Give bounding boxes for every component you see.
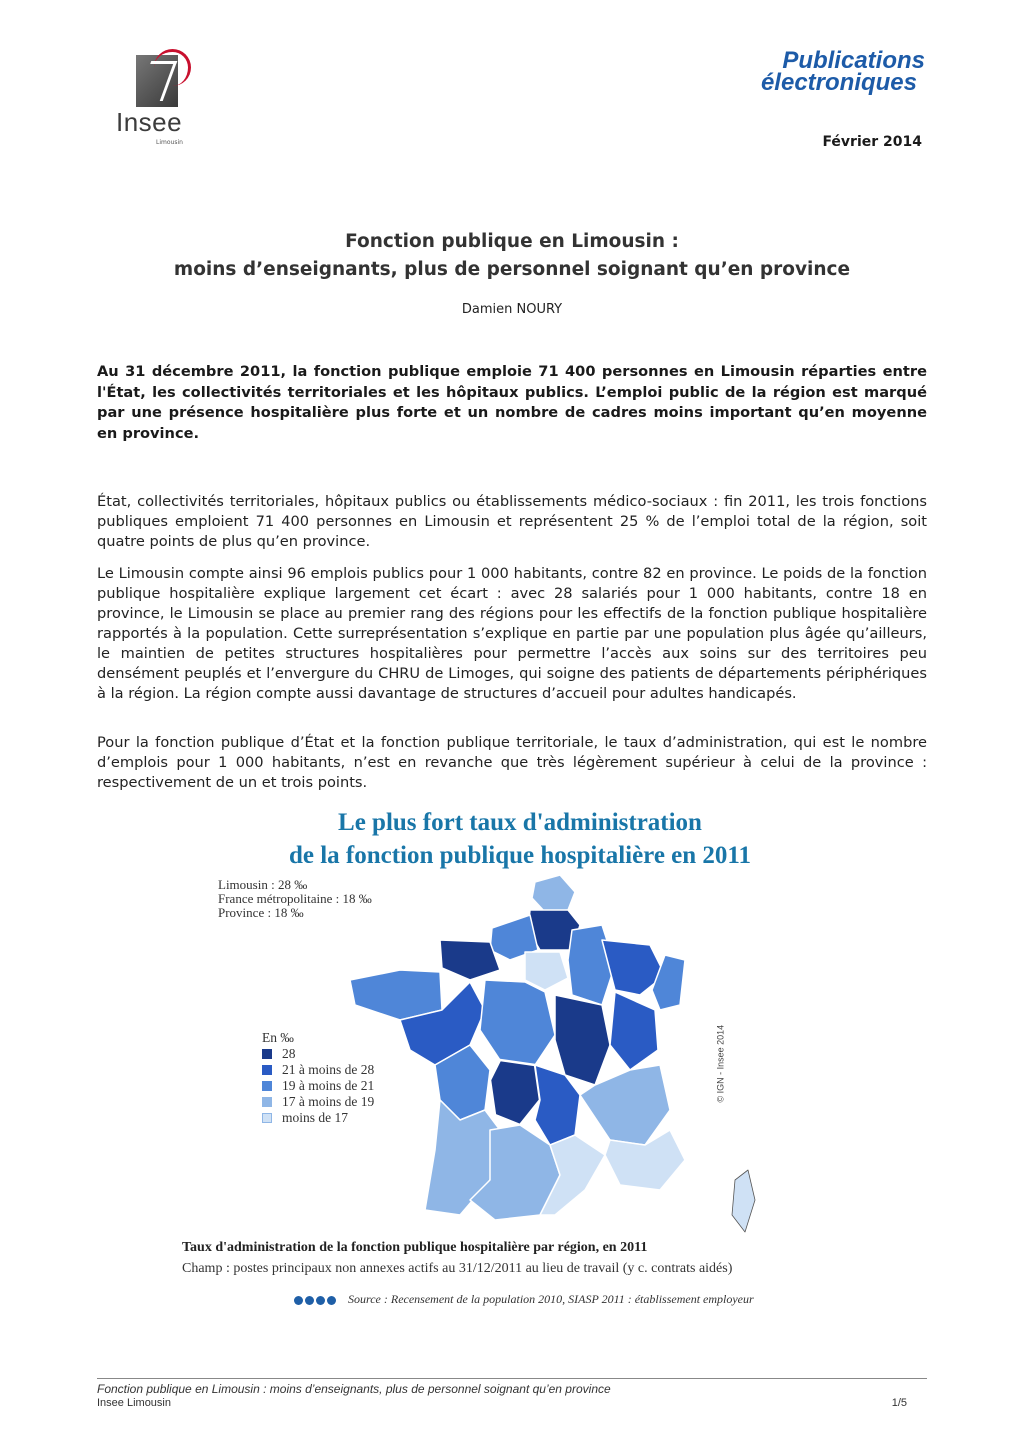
figure-title-line-2: de la fonction publique hospitalière en 2011 [288,842,752,869]
abstract: Au 31 décembre 2011, la fonction publique emploie 71 400 personnes en Limousin réparties entre l'État, les collectivités territoriales et les hôpitaux publics. L’emploi public de la région est marqué par une présence hospitalière plus forte et un nombre de cadres moins important qu’en moyenne en province. [97,363,927,442]
pub-logo-line2: électroniques [760,69,917,96]
region-bourgogne [555,995,610,1085]
legend-swatch [262,1113,272,1123]
insee-logo [110,55,200,150]
page-number: 1/5 [891,1397,907,1409]
stat-province: Province : 18 ‰ [218,905,304,920]
publication-date: Février 2014 [822,134,922,150]
paragraph-3: Pour la fonction publique d’État et la fonction publique territoriale, le taux d’administration, qui est le nombre d’emplois pour 1 000 habitants, n’est en revanche que très légèrement supérieur à celui de la province : respectivement de un et trois points. [97,734,927,791]
stat-limousin: Limousin : 28 ‰ [218,877,308,892]
legend-item: 19 à moins de 21 [262,1078,374,1094]
footer-organization: Insee Limousin [97,1397,171,1409]
legend-swatch [262,1081,272,1091]
legend-title: En ‰ [262,1030,294,1045]
legend-swatch [262,1049,272,1059]
insee-logo-subtext: Limousin [156,139,183,146]
region-corse [732,1170,755,1232]
title-line-1: Fonction publique en Limousin : [345,231,679,252]
insee-logo-mark [136,55,178,107]
stat-france: France métropolitaine : 18 ‰ [218,891,372,906]
region-franche-comte [610,992,658,1070]
region-limousin [490,1060,540,1125]
footer-title: Fonction publique en Limousin : moins d’enseignants, plus de personnel soignant qu’en province [97,1382,611,1396]
paragraph-2: Le Limousin compte ainsi 96 emplois publics pour 1 000 habitants, contre 82 en province. Le poids de la fonction publique hospitalière explique largement cet écart : avec 28 salariés pour 1 000 habitants, contre 18 en province, le Limousin se place au premier rang des régions pour les effectifs de la fonction publique hospitalière rapportés à la population. Cette surreprésentation s’explique en partie par une population plus âgée qu’ailleurs, le maintien de petites structures hospitalières pour permettre l’accès aux soins sur des territoires peu densément peuplés et l’envergure du CHRU de Limoges, qui soigne des patients de départements périphériques à la région. La région compte aussi davantage de structures d’accueil pour adultes handicapés. [97,565,927,702]
document-title [100,228,924,284]
legend-item: moins de 17 [262,1110,374,1126]
author: Damien NOURY [461,302,563,317]
figure-champ: Champ : postes principaux non annexes actifs au 31/12/2011 au lieu de travail (y c. contrats aidés) [182,1261,733,1276]
insee-logo-text: Insee [116,107,183,137]
region-bretagne [350,970,442,1020]
france-regions-map [340,870,765,1240]
publications-electroniques-logo [650,47,925,105]
region-ile-de-france [525,952,568,990]
figure-caption: Taux d'administration de la fonction publique hospitalière par région, en 2011 [182,1240,648,1255]
source-bullet-icon [294,1296,342,1306]
region-centre [480,980,555,1065]
legend-swatch [262,1065,272,1075]
footer-divider [97,1378,927,1379]
paragraph-1: État, collectivités territoriales, hôpitaux publics ou établissements médico-sociaux : fin 2011, les trois fonctions publiques emploient 71 400 personnes en Limousin et représentent 25 % de l’emploi total de la région, soit quatre points de plus qu’en province. [97,493,927,550]
legend-item: 21 à moins de 28 [262,1062,374,1078]
figure-title-line-1: Le plus fort taux d'administration [338,809,702,836]
figure-source: Source : Recensement de la population 2010, SIASP 2011 : établissement employeur [348,1292,754,1306]
pub-logo-line1: Publications [782,47,925,74]
legend-item: 17 à moins de 19 [262,1094,374,1110]
legend-item: 28 [262,1046,374,1062]
title-line-2: moins d’enseignants, plus de personnel soignant qu’en province [173,259,851,280]
legend-swatch [262,1097,272,1107]
figure-title [210,806,830,872]
region-nord-pas-de-calais [532,875,575,912]
region-basse-normandie [440,940,500,980]
map-credit: © IGN - Insee 2014 [715,1024,726,1103]
